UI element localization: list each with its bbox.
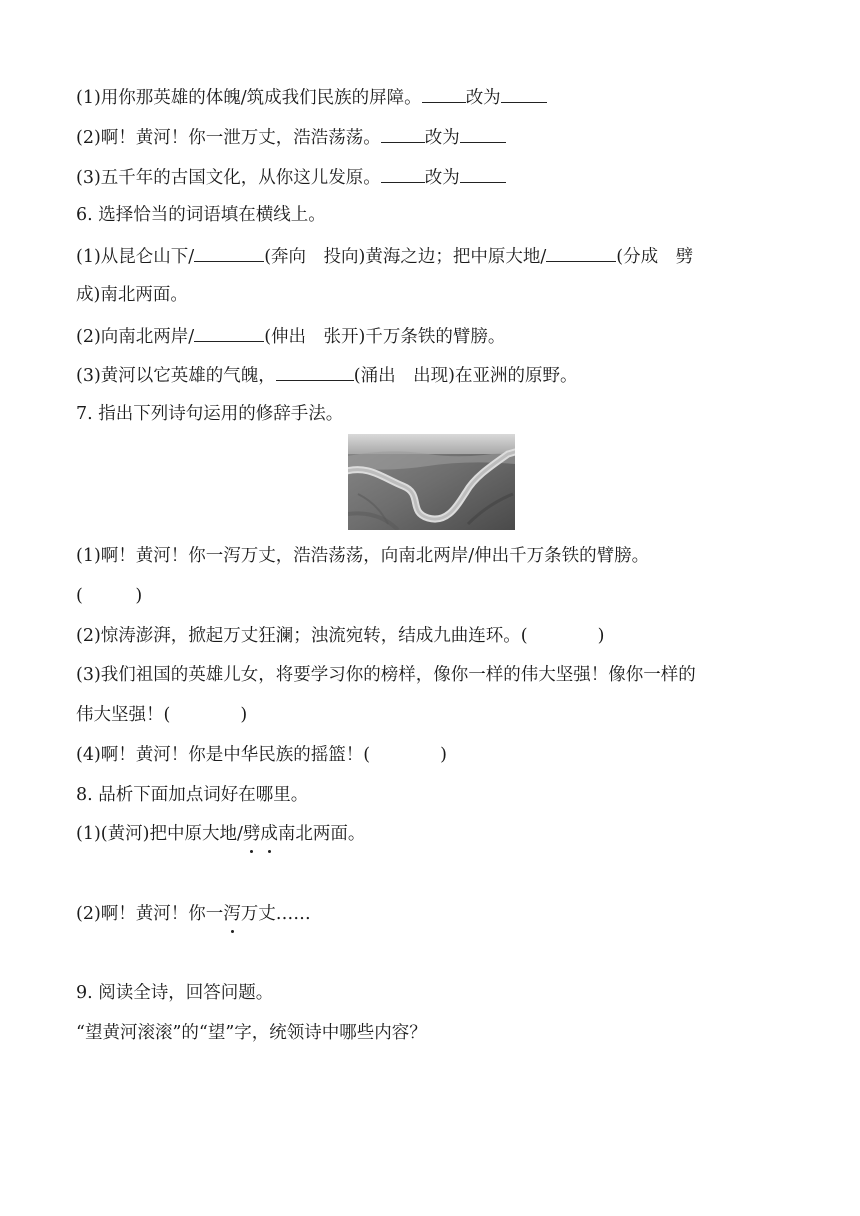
q6-item-1-a: (1)从昆仑山下/ (76, 247, 195, 267)
q6-item-2-a: (2)向南北两岸/ (76, 327, 195, 347)
q8-item-1-post: 南北两面。 (277, 824, 366, 844)
emphasized-word: 成 (260, 824, 278, 844)
q5-item-2-mid: 改为 (424, 128, 460, 148)
answer-blank[interactable] (381, 164, 425, 183)
q9-title: 9. 阅读全诗，回答问题。 (76, 983, 274, 1003)
answer-blank[interactable] (460, 124, 506, 143)
q5-item-1-text: (1)用你那英雄的体魄/筑成我们民族的屏障。 (76, 88, 422, 108)
q6-item-1-cont: 成)南北两面。 (76, 285, 188, 305)
answer-blank[interactable] (460, 164, 506, 183)
answer-blank[interactable] (194, 323, 264, 342)
q5-item-3-text: (3)五千年的古国文化，从你这儿发原。 (76, 168, 381, 188)
emphasized-word: 劈 (242, 824, 261, 844)
q6-title: 6. 选择恰当的词语填在横线上。 (76, 205, 326, 225)
q7-item-4-answer[interactable]: ( ) (363, 745, 447, 765)
q7-item-1-answer[interactable]: ( ) (76, 586, 143, 606)
q6-item-3-a: (3)黄河以它英雄的气魄， (76, 366, 276, 386)
answer-blank[interactable] (381, 124, 425, 143)
q7-item-2 (76, 624, 604, 648)
q5-item-3-mid: 改为 (424, 168, 460, 188)
q7-item-4 (76, 743, 447, 767)
q8-item-1-pre: (1)(黄河)把中原大地/ (76, 824, 243, 844)
q8-item-2-pre: (2)啊！黄河！你一 (76, 904, 224, 924)
yellow-river-aerial-photo (348, 434, 515, 530)
q7-item-3-cont (76, 703, 247, 727)
q6-item-2-b: (伸出 张开)千万条铁的臂膀。 (264, 327, 506, 347)
q8-item-2 (76, 902, 311, 926)
answer-blank[interactable] (194, 243, 264, 262)
answer-blank[interactable] (276, 362, 354, 381)
q7-item-3-answer[interactable]: ( ) (163, 705, 248, 725)
q6-item-1 (76, 243, 693, 269)
q7-item-4-text: (4)啊！黄河！你是中华民族的摇篮！ (76, 745, 364, 765)
q7-item-3-cont-text: 伟大坚强！ (76, 705, 164, 725)
q6-item-2 (76, 323, 505, 349)
answer-blank[interactable] (501, 84, 547, 103)
q7-item-2-answer[interactable]: ( ) (520, 626, 605, 646)
q5-item-1-mid: 改为 (465, 88, 501, 108)
q7-item-3: (3)我们祖国的英雄儿女，将要学习你的榜样，像你一样的伟大坚强！像你一样的 (76, 665, 696, 685)
q7-item-1: (1)啊！黄河！你一泻万丈，浩浩荡荡，向南北两岸/伸出千万条铁的臂膀。 (76, 546, 650, 566)
emphasized-word: 泻 (223, 904, 241, 924)
q5-item-2-text: (2)啊！黄河！你一泄万丈，浩浩荡荡。 (76, 128, 381, 148)
q8-title: 8. 品析下面加点词好在哪里。 (76, 785, 309, 805)
answer-blank[interactable] (546, 243, 616, 262)
q9-question: “望黄河滚滚”的“望”字，统领诗中哪些内容？ (76, 1023, 427, 1043)
q6-item-3-b: (涌出 出现)在亚洲的原野。 (353, 366, 578, 386)
q6-item-1-b: (奔向 投向)黄海之边；把中原大地/ (264, 247, 547, 267)
q5-item-1 (76, 84, 547, 110)
q5-item-3 (76, 164, 506, 190)
q8-item-2-post: 万丈…… (240, 904, 311, 924)
q7-item-2-text: (2)惊涛澎湃，掀起万丈狂澜；浊流宛转，结成九曲连环。 (76, 626, 521, 646)
q5-item-2 (76, 124, 506, 150)
answer-blank[interactable] (422, 84, 466, 103)
q6-item-1-c: (分成 劈 (616, 247, 694, 267)
river-photo-graphic (348, 434, 515, 530)
q6-item-3 (76, 362, 577, 388)
q7-title: 7. 指出下列诗句运用的修辞手法。 (76, 404, 344, 424)
q8-item-1 (76, 822, 365, 846)
